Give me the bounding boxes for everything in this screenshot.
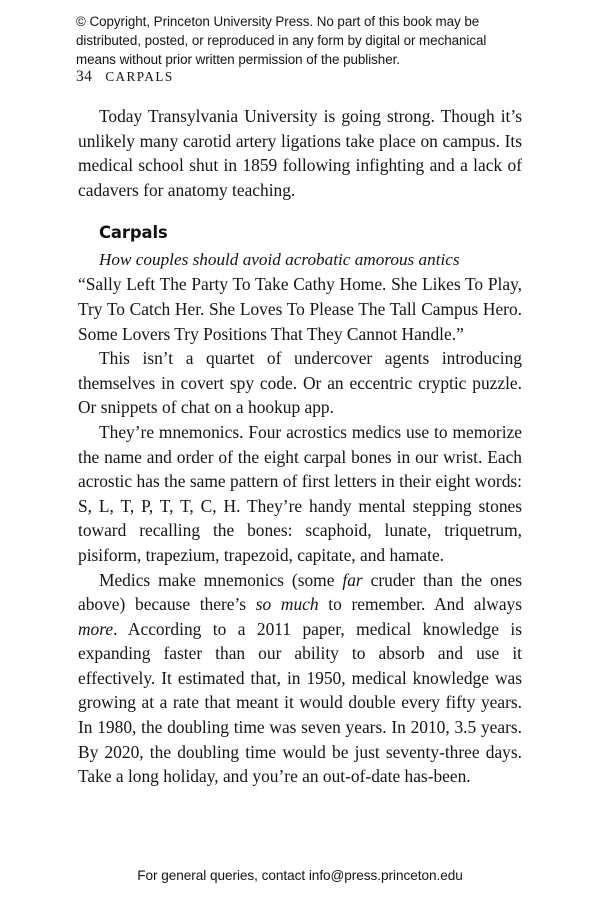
paragraph-mnemonics-explained: They’re mnemonics. Four acrostics medics use to memorize the name and order of the eight carpal bones in our wrist. Each acrostic has the same pattern of first letters in their eight words: S, L, T, P, T, T, C, H. They’re handy mental stepping stones toward recalling the bones: scaphoid, lunate, triquetrum, pisiform, trapezium, trapezoid, capitate, and hamate. xyxy=(78,421,522,565)
page-text-block xyxy=(78,104,522,789)
page-number: 34 xyxy=(76,68,93,85)
paragraph-transylvania: Today Transylvania University is going strong. Though it’s unlikely many carotid artery ligations take place on campus. Its medical school shut in 1859 following infighting and a lack of cadavers for anatomy teaching. xyxy=(78,106,522,200)
running-head-chapter-title: CARPALS xyxy=(105,69,174,84)
section-heading-carpals: Carpals xyxy=(99,223,168,243)
paragraph-mnemonic-quote: “Sally Left The Party To Take Cathy Home. She Likes To Play, Try To Catch Her. She Loves To Please The Tall Campus Hero. Some Lovers Try Positions That They Cannot Handle.” xyxy=(78,274,522,344)
paragraph-not-spy-code: This isn’t a quartet of undercover agents introducing themselves in covert spy code. Or an eccentric cryptic puzzle. Or snippets of chat on a hookup app. xyxy=(78,348,522,418)
paragraph-medics-make-mnemonics: Medics make mnemonics (some far cruder than the ones above) because there’s so much to remember. And always more. According to a 2011 paper, medical knowledge is expanding faster than our ability to absorb and use it effectively. It estimated that, in 1950, medical knowledge was growing at a rate that meant it would double every fifty years. In 1980, the doubling time was seven years. In 2010, 3.5 years. By 2020, the doubling time would be just seventy-three days. Take a long holiday, and you’re an out-of-date has-been. xyxy=(78,569,523,787)
copyright-notice: © Copyright, Princeton University Press. No part of this book may be distributed, posted, or reproduced in any form by digital or mechanical means without prior written permission of the publisher. xyxy=(76,14,487,68)
section-subtitle: How couples should avoid acrobatic amorous antics xyxy=(99,250,460,270)
footer-queries-note: For general queries, contact info@press.princeton.edu xyxy=(137,868,463,883)
running-head xyxy=(76,68,174,86)
